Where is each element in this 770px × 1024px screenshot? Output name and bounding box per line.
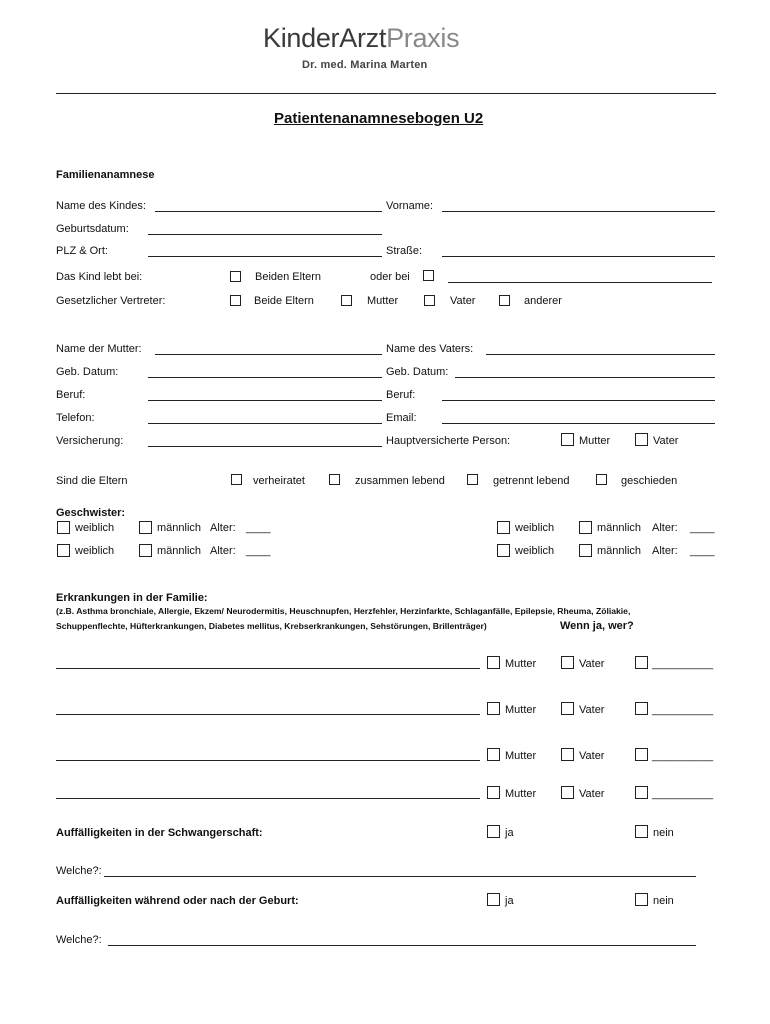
pregnancy-label: Auffälligkeiten in der Schwangerschaft: — [56, 827, 263, 839]
disease-row4-other-checkbox[interactable] — [635, 786, 648, 799]
sibling2-male-checkbox[interactable] — [579, 521, 592, 534]
or-with-checkbox[interactable] — [423, 270, 434, 281]
sibling1-age-field[interactable]: ____ — [246, 522, 271, 534]
birth-yes-checkbox[interactable] — [487, 893, 500, 906]
together-checkbox[interactable] — [329, 474, 340, 485]
disease-row1-father-checkbox[interactable] — [561, 656, 574, 669]
pregnancy-yes-label: ja — [505, 827, 514, 839]
separated-label: getrennt lebend — [493, 475, 570, 487]
header-rule — [56, 93, 716, 94]
or-with-label: oder bei — [370, 271, 410, 283]
disease-row1-other-checkbox[interactable] — [635, 656, 648, 669]
guardian-other-label: anderer — [524, 295, 562, 307]
sibling1-female-checkbox[interactable] — [57, 521, 70, 534]
diseases-examples-2: Schuppenflechte, Hüfterkrankungen, Diabetes mellitus, Krebserkrankungen, Sehstörungen, Brillenträger) — [56, 621, 487, 631]
sibling3-age-label: Alter: — [210, 545, 236, 557]
disease-row2-mother-label: Mutter — [505, 704, 537, 716]
email-label: Email: — [386, 412, 417, 424]
disease-row3-other-checkbox[interactable] — [635, 748, 648, 761]
diseases-heading: Erkrankungen in der Familie: — [56, 592, 208, 604]
father-job-field[interactable] — [442, 400, 715, 401]
plz-field[interactable] — [148, 256, 382, 257]
father-name-field[interactable] — [486, 354, 715, 355]
insured-mother-label: Mutter — [579, 435, 611, 447]
guardian-both-label: Beide Eltern — [254, 295, 314, 307]
disease-row3-father-label: Vater — [579, 750, 605, 762]
sibling2-age-label: Alter: — [652, 522, 678, 534]
plz-label: PLZ & Ort: — [56, 245, 108, 257]
mother-dob-label: Geb. Datum: — [56, 366, 119, 378]
sibling1-female-label: weiblich — [75, 522, 115, 534]
birth-yes-label: ja — [505, 895, 514, 907]
disease-row2-father-label: Vater — [579, 704, 605, 716]
practice-logo — [263, 23, 459, 54]
sibling1-age-label: Alter: — [210, 522, 236, 534]
both-parents-checkbox[interactable] — [230, 271, 241, 282]
phone-label: Telefon: — [56, 412, 95, 424]
disease-row3-father-checkbox[interactable] — [561, 748, 574, 761]
insurance-field[interactable] — [148, 446, 382, 447]
disease-row4-mother-checkbox[interactable] — [487, 786, 500, 799]
lives-with-label: Das Kind lebt bei: — [56, 271, 143, 283]
sibling3-female-label: weiblich — [75, 545, 115, 557]
section-family: Familienanamnese — [56, 169, 155, 181]
married-checkbox[interactable] — [231, 474, 242, 485]
sibling2-male-label: männlich — [597, 522, 642, 534]
disease-row2-field[interactable] — [56, 714, 480, 715]
birthdate-label: Geburtsdatum: — [56, 223, 129, 235]
insured-mother-checkbox[interactable] — [561, 433, 574, 446]
disease-row1-field[interactable] — [56, 668, 480, 669]
sibling4-female-checkbox[interactable] — [497, 544, 510, 557]
page-title: Patientenanamnesebogen U2 — [274, 110, 484, 127]
insured-father-checkbox[interactable] — [635, 433, 648, 446]
disease-row1-mother-label: Mutter — [505, 658, 537, 670]
sibling4-male-label: männlich — [597, 545, 642, 557]
disease-row4-other-field[interactable]: __________ — [652, 788, 714, 800]
sibling1-male-checkbox[interactable] — [139, 521, 152, 534]
divorced-label: geschieden — [621, 475, 678, 487]
birthdate-field[interactable] — [148, 234, 382, 235]
disease-row2-mother-checkbox[interactable] — [487, 702, 500, 715]
disease-row1-father-label: Vater — [579, 658, 605, 670]
disease-row3-mother-checkbox[interactable] — [487, 748, 500, 761]
separated-checkbox[interactable] — [467, 474, 478, 485]
mother-name-label: Name der Mutter: — [56, 343, 142, 355]
first-name-label: Vorname: — [386, 200, 434, 212]
siblings-heading: Geschwister: — [56, 507, 126, 519]
disease-row4-father-label: Vater — [579, 788, 605, 800]
mother-name-field[interactable] — [155, 354, 382, 355]
street-field[interactable] — [442, 256, 715, 257]
logo-praxis: Praxis — [386, 23, 460, 53]
together-label: zusammen lebend — [355, 475, 445, 487]
father-job-label: Beruf: — [386, 389, 416, 401]
disease-row2-father-checkbox[interactable] — [561, 702, 574, 715]
logo-arzt: Arzt — [339, 23, 387, 53]
sibling1-male-label: männlich — [157, 522, 202, 534]
divorced-checkbox[interactable] — [596, 474, 607, 485]
guardian-father-label: Vater — [450, 295, 476, 307]
sibling3-age-field[interactable]: ____ — [246, 545, 271, 557]
pregnancy-which-field[interactable] — [104, 876, 696, 877]
sibling2-female-label: weiblich — [515, 522, 555, 534]
disease-row1-mother-checkbox[interactable] — [487, 656, 500, 669]
disease-row3-field[interactable] — [56, 760, 480, 761]
child-name-field[interactable] — [155, 211, 382, 212]
sibling4-female-label: weiblich — [515, 545, 555, 557]
birth-which-field[interactable] — [108, 945, 696, 946]
sibling2-age-field[interactable]: ____ — [690, 522, 715, 534]
birth-no-label: nein — [653, 895, 674, 907]
disease-row4-father-checkbox[interactable] — [561, 786, 574, 799]
pregnancy-no-checkbox[interactable] — [635, 825, 648, 838]
sibling4-male-checkbox[interactable] — [579, 544, 592, 557]
phone-field[interactable] — [148, 423, 382, 424]
sibling3-male-checkbox[interactable] — [139, 544, 152, 557]
disease-row1-other-field[interactable]: __________ — [652, 658, 714, 670]
diseases-examples-1: (z.B. Asthma bronchiale, Allergie, Ekzem/ Neurodermitis, Heuschnupfen, Herzfehler, Herzinfarkte, Schlaganfälle, Epilepsie, Rheuma, Zöliakie, — [56, 606, 631, 616]
pregnancy-yes-checkbox[interactable] — [487, 825, 500, 838]
father-name-label: Name des Vaters: — [386, 343, 474, 355]
sibling4-age-field[interactable]: ____ — [690, 545, 715, 557]
father-dob-label: Geb. Datum: — [386, 366, 449, 378]
street-label: Straße: — [386, 245, 423, 257]
sibling2-female-checkbox[interactable] — [497, 521, 510, 534]
guardian-mother-label: Mutter — [367, 295, 399, 307]
pregnancy-no-label: nein — [653, 827, 674, 839]
if-yes-label: Wenn ja, wer? — [560, 620, 634, 632]
pregnancy-which-label: Welche?: — [56, 865, 102, 877]
sibling3-male-label: männlich — [157, 545, 202, 557]
disease-row2-other-field[interactable]: __________ — [652, 704, 714, 716]
guardian-other-checkbox[interactable] — [499, 295, 510, 306]
child-name-label: Name des Kindes: — [56, 200, 146, 212]
email-field[interactable] — [442, 423, 715, 424]
parents-status-label: Sind die Eltern — [56, 475, 128, 487]
mother-dob-field[interactable] — [148, 377, 382, 378]
guardian-both-checkbox[interactable] — [230, 295, 241, 306]
birth-no-checkbox[interactable] — [635, 893, 648, 906]
disease-row3-other-field[interactable]: __________ — [652, 750, 714, 762]
guardian-father-checkbox[interactable] — [424, 295, 435, 306]
sibling3-female-checkbox[interactable] — [57, 544, 70, 557]
both-parents-label: Beiden Eltern — [255, 271, 322, 283]
insurance-label: Versicherung: — [56, 435, 124, 447]
doctor-name: Dr. med. Marina Marten — [302, 59, 428, 71]
guardian-label: Gesetzlicher Vertreter: — [56, 295, 166, 307]
insured-father-label: Vater — [653, 435, 679, 447]
birth-label: Auffälligkeiten während oder nach der Geburt: — [56, 895, 299, 907]
main-insured-label: Hauptversicherte Person: — [386, 435, 511, 447]
father-dob-field[interactable] — [455, 377, 715, 378]
disease-row3-mother-label: Mutter — [505, 750, 537, 762]
disease-row4-mother-label: Mutter — [505, 788, 537, 800]
or-with-field[interactable] — [448, 282, 712, 283]
logo-kinder: Kinder — [263, 23, 340, 53]
birth-which-label: Welche?: — [56, 934, 102, 946]
mother-job-label: Beruf: — [56, 389, 86, 401]
disease-row4-field[interactable] — [56, 798, 480, 799]
married-label: verheiratet — [253, 475, 305, 487]
guardian-mother-checkbox[interactable] — [341, 295, 352, 306]
first-name-field[interactable] — [442, 211, 715, 212]
sibling4-age-label: Alter: — [652, 545, 678, 557]
mother-job-field[interactable] — [148, 400, 382, 401]
disease-row2-other-checkbox[interactable] — [635, 702, 648, 715]
